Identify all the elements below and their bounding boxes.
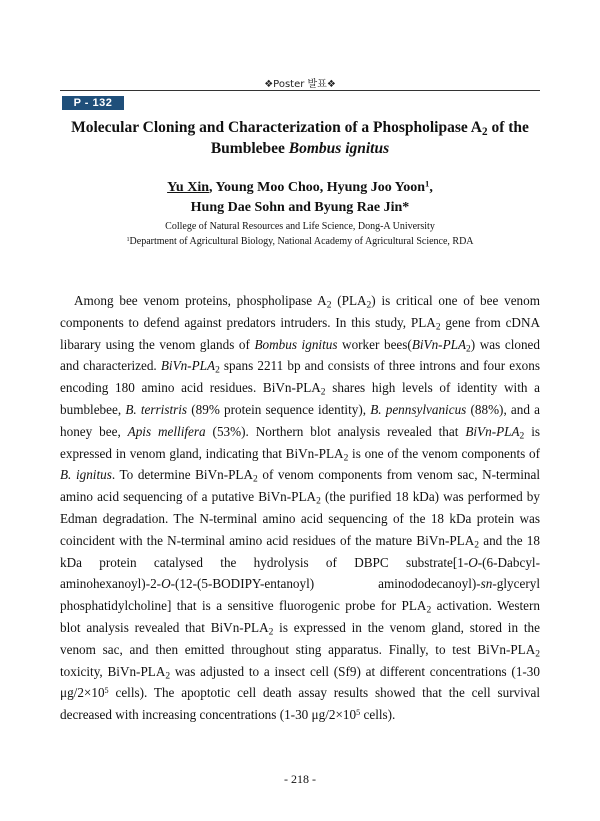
page-number: - 218 - [284, 772, 316, 786]
abstract-body: Among bee venom proteins, phospholipase $A_2$ $(PLA_2)$ is critical one of bee venom components to defend against predators intruders. In this study, $PLA_2$ gene from cDNA libarary using the venom glands of Bombus ignitus worker $bees(BiVn-PLA_2)$ was cloned and characterized. BiVn-$PLA_2$ spans 2211 bp and consists of three introns and four exons encoding 180 amino acid residues. BiVn-$PLA_2$ shares high levels of identity with a bumblebee, B. terristris (89% protein sequence identity), B. pennsylvanicus (88%), and a honey bee, Apis mellifera (53%). Northern blot analysis revealed that BiVn-$PLA_2$ is expressed in venom gland, indicating that BiVn-$PLA_2$ is one of the venom components of B. ignitus. To determine BiVn-$PLA_2$ of venom components from venom sac, N-terminal amino acid sequencing of a putative BiVn-$PLA_2$ (the purified 18 kDa) was performed by Edman degradation. The N-terminal amino acid sequencing of the 18 kDa protein was coincident with the N-terminal amino acid residues of the mature BiVn-$PLA_2$ and the 18 kDa protein catalysed the hydrolysis of DBPC substrate[1-O-(6-Dabcyl-aminohexanoyl)-2-O-(12-(5-BODIPY-entanoyl) aminododecanoyl)-sn-glyceryl phosphatidylcholine] that is a sensitive fluorogenic probe for $PLA_2$ activation. Western blot analysis revealed that BiVn-$PLA_2$ is expressed in the venom gland, stored in the venom sac, and then emitted throughout sting apparatus. Finally, to test BiVn-$PLA_2$ toxicity, BiVn-$PLA_2$ was adjusted to a insect cell (Sf9) at different concentrations (1-30 $\mu g/2\times 10^5$ cells). The apoptotic cell death assay results showed that the cell survival decreased with increasing concentrations (1-30 $\mu g/2\times 10^5$ cells). [60, 293, 541, 723]
affiliations [60, 219, 540, 249]
author-list: Yu Xin, Young Moo Choo, Hyung Joo Yoon$^1$, Hung Dae Sohn and Byung Rae Jin* [167, 178, 433, 215]
header-rule [60, 90, 540, 91]
poster-number-badge: P - 132 [62, 96, 124, 110]
affiliation-1: College of Natural Resources and Life Science, Dong-A University [165, 221, 435, 232]
section-header: ❖Poster 발표❖ [264, 79, 336, 90]
paper-title: Molecular Cloning and Characterization of a Phospholipase $A_2$ of the Bumblebee Bombus ignitus [71, 119, 529, 157]
species-name: Bombus ignitus [288, 140, 390, 157]
affiliation-2: $^1$Department of Agricultural Biology, National Academy of Agricultural Science, RDA [126, 235, 474, 247]
presenting-author: Yu Xin [167, 180, 210, 195]
